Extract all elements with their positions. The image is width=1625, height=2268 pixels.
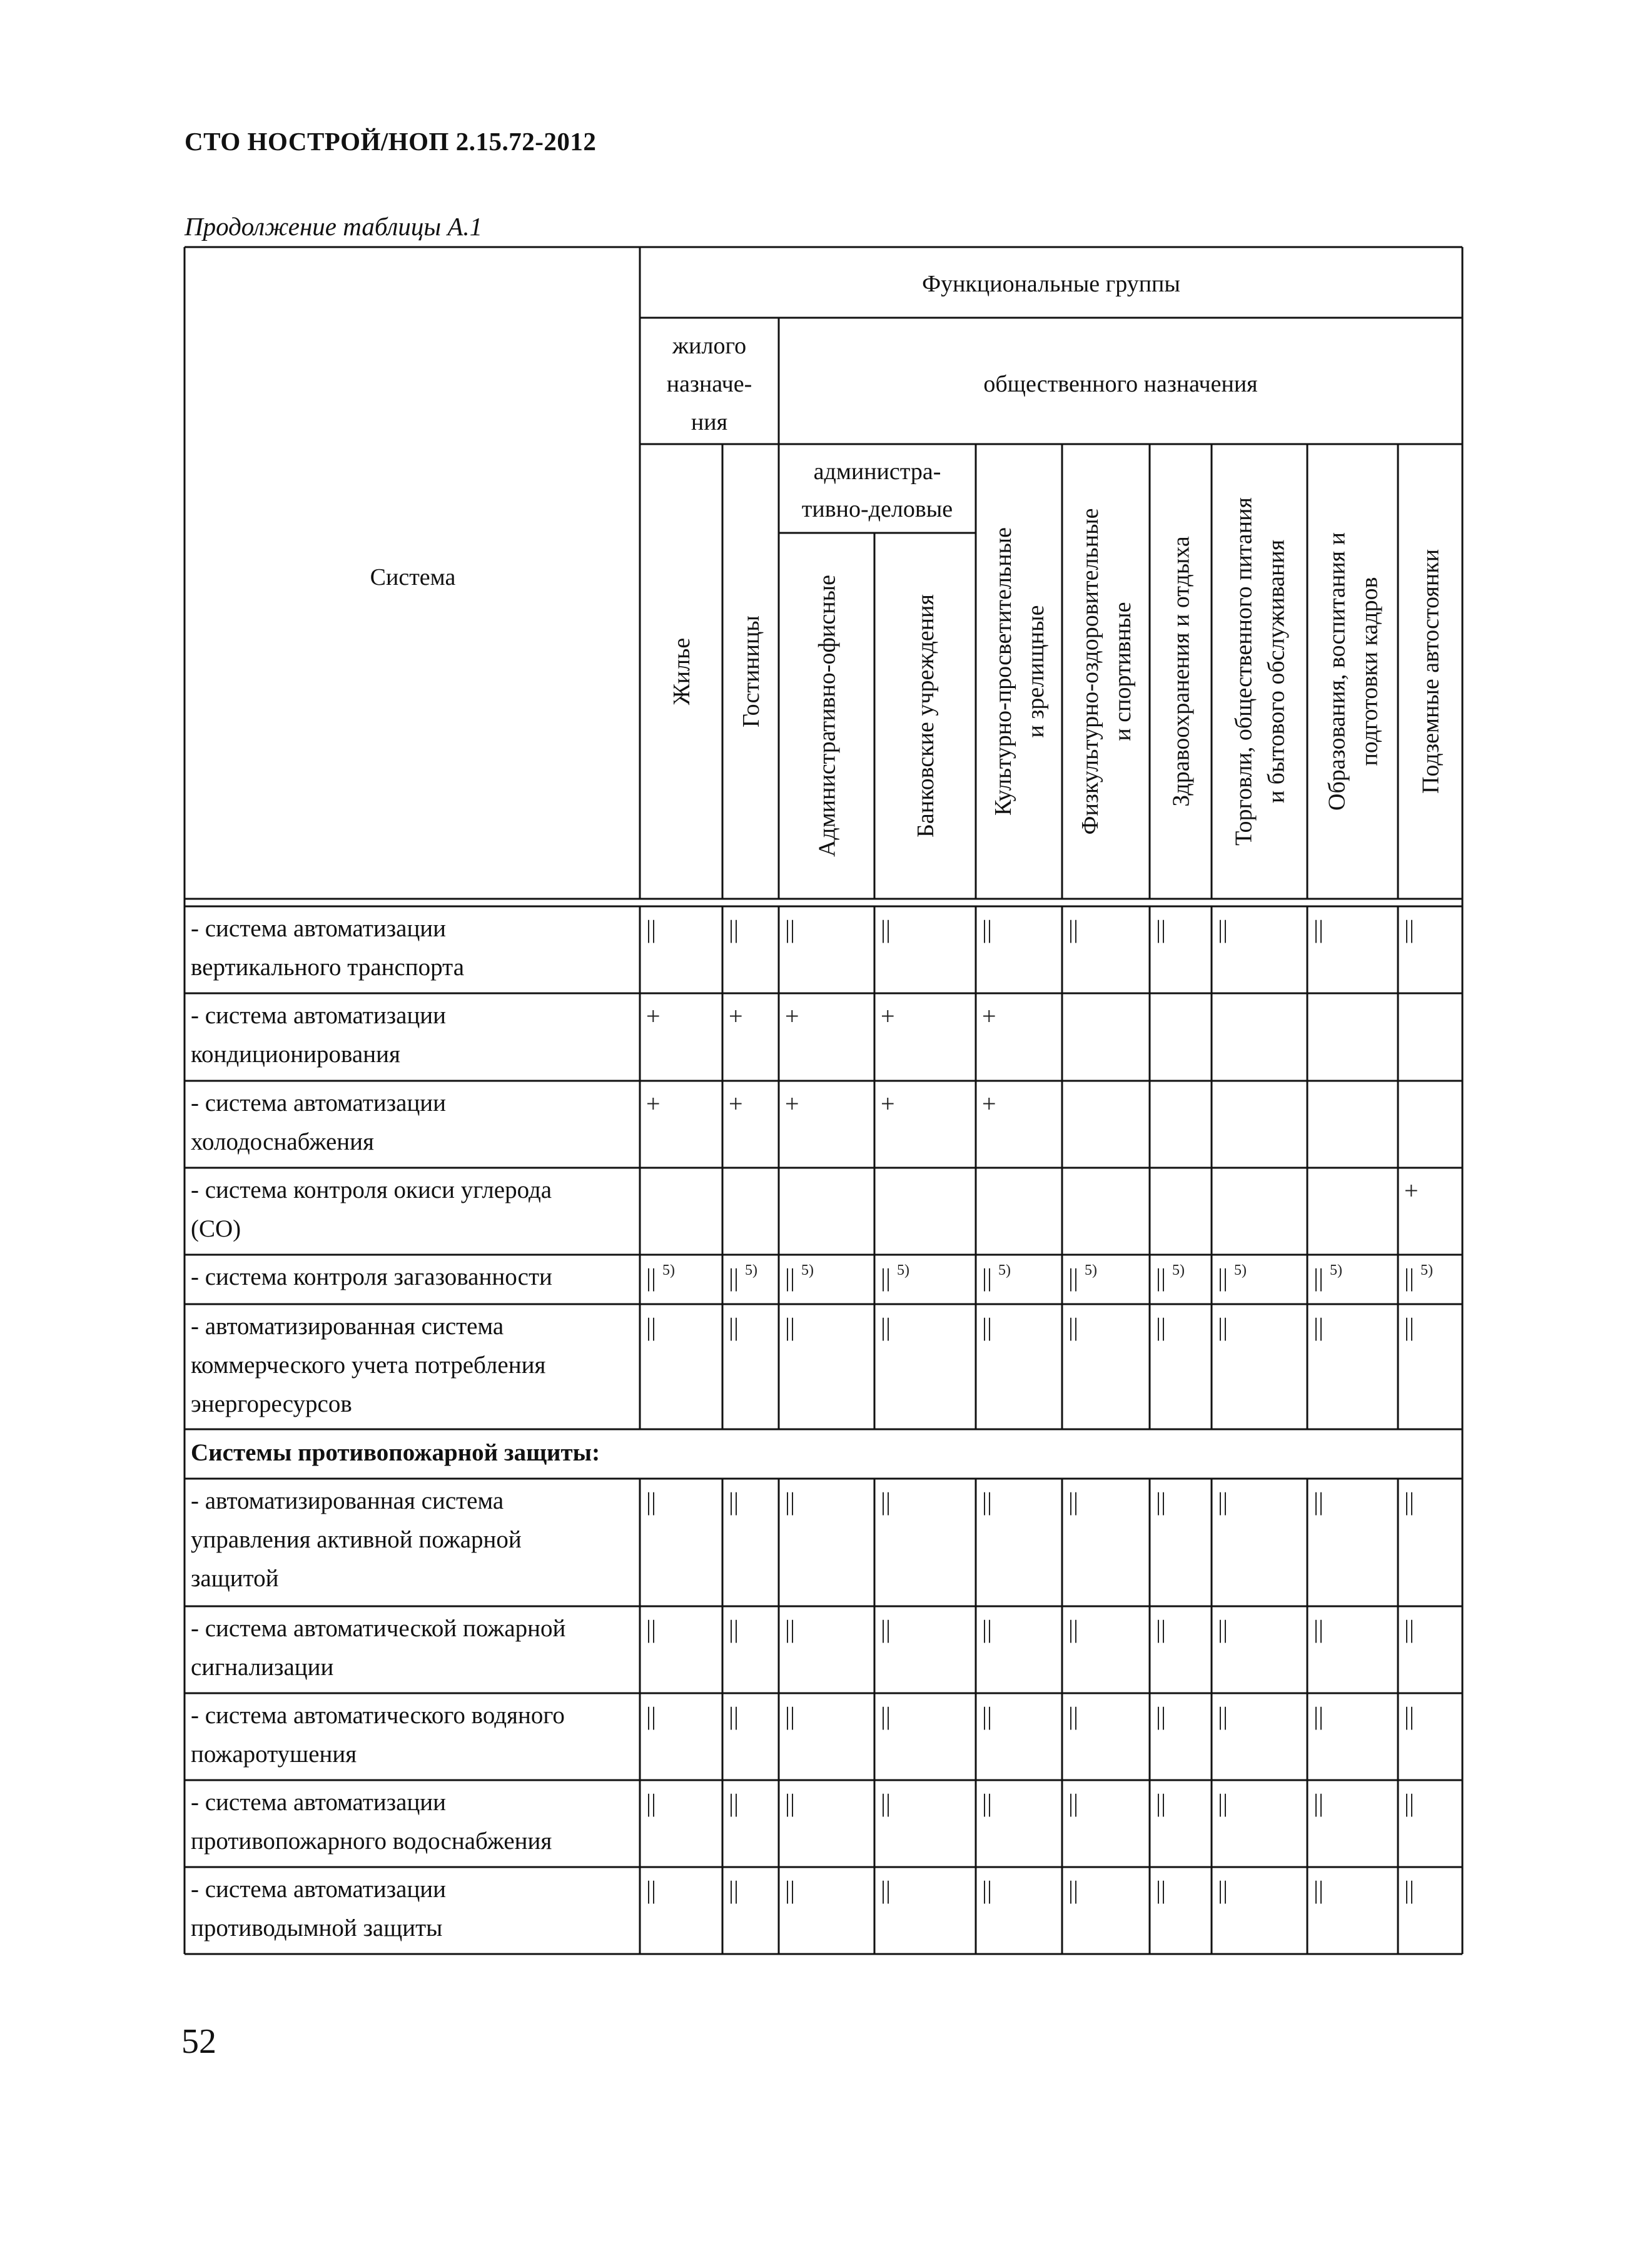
double-bar-mark: ||	[982, 915, 993, 943]
row-label-line: - система автоматизации	[191, 1002, 447, 1029]
double-bar-mark: ||	[982, 1263, 993, 1292]
footnote-mark: 5)	[662, 1262, 675, 1278]
double-bar-mark: ||	[1068, 915, 1079, 943]
double-bar-mark: ||	[1068, 1313, 1079, 1341]
plus-mark: +	[646, 1090, 661, 1118]
footnote-mark: 5)	[1420, 1262, 1433, 1278]
footnote-mark: 5)	[1085, 1262, 1097, 1278]
public-group-label: общественного назначения	[983, 371, 1258, 397]
double-bar-mark: ||	[1314, 1487, 1324, 1516]
double-bar-mark: ||	[1314, 1263, 1324, 1292]
footnote-mark: 5)	[801, 1262, 814, 1278]
double-bar-mark: ||	[1068, 1263, 1079, 1292]
double-bar-mark: ||	[1218, 1789, 1228, 1817]
double-bar-mark: ||	[1404, 1615, 1415, 1643]
double-bar-mark: ||	[729, 915, 739, 943]
double-bar-mark: ||	[1156, 915, 1167, 943]
plus-mark: +	[881, 1002, 895, 1030]
column-header-8	[1231, 497, 1290, 846]
row-label-line: - система автоматического водяного	[191, 1702, 565, 1729]
double-bar-mark: ||	[646, 1313, 657, 1341]
column-header-line: и спортивные	[1110, 602, 1136, 741]
admin-group-label: тивно-деловые	[801, 496, 953, 522]
double-bar-mark: ||	[785, 1702, 796, 1730]
double-bar-mark: ||	[881, 1876, 891, 1904]
column-header-6	[1077, 509, 1136, 835]
double-bar-mark: ||	[1156, 1313, 1167, 1341]
double-bar-mark: ||	[1156, 1702, 1167, 1730]
double-bar-mark: ||	[785, 915, 796, 943]
row-label-line: - система контроля окиси углерода	[191, 1177, 552, 1203]
double-bar-mark: ||	[646, 1263, 657, 1292]
row-label-line: - система контроля загазованности	[191, 1263, 552, 1290]
double-bar-mark: ||	[1068, 1876, 1079, 1904]
column-header-7	[1168, 536, 1195, 807]
double-bar-mark: ||	[1218, 1313, 1228, 1341]
double-bar-mark: ||	[1218, 1876, 1228, 1904]
row-label-line: - система автоматической пожарной	[191, 1615, 566, 1642]
column-header-line: и зрелищные	[1023, 605, 1049, 738]
double-bar-mark: ||	[785, 1789, 796, 1817]
double-bar-mark: ||	[646, 1789, 657, 1817]
double-bar-mark: ||	[1314, 915, 1324, 943]
footnote-mark: 5)	[745, 1262, 757, 1278]
plus-mark: +	[982, 1090, 996, 1118]
row-label-line: управления активной пожарной	[191, 1526, 522, 1553]
double-bar-mark: ||	[729, 1876, 739, 1904]
functional-groups-header: Функциональные группы	[922, 271, 1180, 297]
double-bar-mark: ||	[1314, 1789, 1324, 1817]
row-label-line: противодымной защиты	[191, 1915, 443, 1941]
double-bar-mark: ||	[881, 915, 891, 943]
plus-mark: +	[729, 1002, 743, 1030]
double-bar-mark: ||	[1314, 1876, 1324, 1904]
row-label-line: - система автоматизации	[191, 915, 447, 942]
section-heading-fire-protection: Системы противопожарной защиты:	[191, 1439, 600, 1466]
double-bar-mark: ||	[881, 1487, 891, 1516]
double-bar-mark: ||	[982, 1876, 993, 1904]
footnote-mark: 5)	[1330, 1262, 1342, 1278]
double-bar-mark: ||	[1068, 1789, 1079, 1817]
row-label-line: (CO)	[191, 1215, 241, 1242]
double-bar-mark: ||	[1218, 915, 1228, 943]
double-bar-mark: ||	[982, 1702, 993, 1730]
column-header-line: Административно-офисные	[814, 574, 841, 858]
column-header-line: Торговли, общественного питания	[1230, 497, 1257, 846]
double-bar-mark: ||	[982, 1487, 993, 1516]
row-label-line: кондиционирования	[191, 1041, 400, 1068]
double-bar-mark: ||	[1218, 1702, 1228, 1730]
column-header-line: Подземные автостоянки	[1417, 549, 1444, 794]
column-header-10	[1418, 549, 1444, 794]
column-header-3	[814, 575, 841, 857]
column-header-5	[990, 527, 1049, 816]
row-label-line: холодоснабжения	[191, 1128, 374, 1155]
double-bar-mark: ||	[1404, 1876, 1415, 1904]
double-bar-mark: ||	[1156, 1615, 1167, 1643]
plus-mark: +	[982, 1002, 996, 1030]
row-label-line: энергоресурсов	[191, 1390, 352, 1417]
double-bar-mark: ||	[646, 1702, 657, 1730]
double-bar-mark: ||	[785, 1876, 796, 1904]
column-header-line: и бытового обслуживания	[1263, 539, 1290, 804]
double-bar-mark: ||	[1156, 1789, 1167, 1817]
plus-mark: +	[785, 1090, 799, 1118]
admin-group-label: администра-	[813, 458, 941, 485]
column-header-line: Жилье	[669, 637, 695, 706]
residential-group-label: жилого	[672, 333, 747, 359]
footnote-mark: 5)	[1234, 1262, 1247, 1278]
double-bar-mark: ||	[646, 1487, 657, 1516]
double-bar-mark: ||	[1314, 1615, 1324, 1643]
double-bar-mark: ||	[1404, 1487, 1415, 1516]
plus-mark: +	[881, 1090, 895, 1118]
double-bar-mark: ||	[1156, 1876, 1167, 1904]
double-bar-mark: ||	[1218, 1263, 1228, 1292]
row-label-line: - автоматизированная система	[191, 1487, 504, 1514]
plus-mark: +	[785, 1002, 799, 1030]
row-label-line: - система автоматизации	[191, 1876, 447, 1903]
system-column-header: Система	[370, 564, 456, 590]
double-bar-mark: ||	[785, 1313, 796, 1341]
table-caption: Продолжение таблицы А.1	[185, 212, 483, 241]
row-label-line: защитой	[191, 1565, 279, 1592]
double-bar-mark: ||	[729, 1615, 739, 1643]
double-bar-mark: ||	[1404, 1789, 1415, 1817]
footnote-mark: 5)	[1172, 1262, 1185, 1278]
double-bar-mark: ||	[1404, 1702, 1415, 1730]
double-bar-mark: ||	[1068, 1702, 1079, 1730]
double-bar-mark: ||	[881, 1313, 891, 1341]
column-header-line: подготовки кадров	[1356, 577, 1383, 766]
column-header-4	[913, 594, 939, 838]
double-bar-mark: ||	[1314, 1702, 1324, 1730]
double-bar-mark: ||	[1068, 1487, 1079, 1516]
double-bar-mark: ||	[729, 1263, 739, 1292]
double-bar-mark: ||	[1156, 1263, 1167, 1292]
row-label-line: противопожарного водоснабжения	[191, 1828, 552, 1855]
double-bar-mark: ||	[646, 1615, 657, 1643]
column-header-9	[1324, 532, 1383, 811]
column-header-line: Культурно-просветительные	[990, 527, 1016, 816]
double-bar-mark: ||	[785, 1615, 796, 1643]
double-bar-mark: ||	[729, 1702, 739, 1730]
plus-mark: +	[646, 1002, 661, 1030]
double-bar-mark: ||	[881, 1702, 891, 1730]
double-bar-mark: ||	[881, 1263, 891, 1292]
double-bar-mark: ||	[729, 1789, 739, 1817]
double-bar-mark: ||	[1156, 1487, 1167, 1516]
double-bar-mark: ||	[785, 1263, 796, 1292]
double-bar-mark: ||	[881, 1789, 891, 1817]
double-bar-mark: ||	[1404, 915, 1415, 943]
footnote-mark: 5)	[897, 1262, 909, 1278]
double-bar-mark: ||	[1218, 1615, 1228, 1643]
double-bar-mark: ||	[982, 1615, 993, 1643]
column-header-line: Гостиницы	[738, 615, 764, 727]
double-bar-mark: ||	[982, 1313, 993, 1341]
double-bar-mark: ||	[1068, 1615, 1079, 1643]
column-header-line: Здравоохранения и отдыха	[1168, 536, 1195, 807]
row-label-line: коммерческого учета потребления	[191, 1352, 546, 1379]
plus-mark: +	[1404, 1177, 1419, 1205]
residential-group-label: ния	[691, 409, 728, 435]
column-header-line: Образования, воспитания и	[1324, 532, 1350, 811]
double-bar-mark: ||	[881, 1615, 891, 1643]
residential-group-label: назначе-	[666, 371, 752, 397]
plus-mark: +	[729, 1090, 743, 1118]
double-bar-mark: ||	[1404, 1313, 1415, 1341]
row-label-line: сигнализации	[191, 1654, 334, 1681]
double-bar-mark: ||	[729, 1487, 739, 1516]
double-bar-mark: ||	[1404, 1263, 1415, 1292]
page-number: 52	[181, 2022, 216, 2061]
column-header-2	[738, 615, 764, 727]
double-bar-mark: ||	[1218, 1487, 1228, 1516]
column-header-line: Физкультурно-оздоровительные	[1077, 508, 1103, 835]
double-bar-mark: ||	[729, 1313, 739, 1341]
double-bar-mark: ||	[646, 1876, 657, 1904]
footnote-mark: 5)	[998, 1262, 1011, 1278]
row-label-line: - система автоматизации	[191, 1090, 447, 1116]
double-bar-mark: ||	[1314, 1313, 1324, 1341]
double-bar-mark: ||	[982, 1789, 993, 1817]
document-header: СТО НОСТРОЙ/НОП 2.15.72-2012	[185, 127, 597, 156]
row-label-line: - система автоматизации	[191, 1789, 447, 1816]
double-bar-mark: ||	[646, 915, 657, 943]
row-label-line: вертикального транспорта	[191, 954, 464, 981]
row-label-line: пожаротушения	[191, 1741, 357, 1768]
column-header-line: Банковские учреждения	[913, 594, 939, 838]
double-bar-mark: ||	[785, 1487, 796, 1516]
row-label-line: - автоматизированная система	[191, 1313, 504, 1340]
column-header-1	[669, 638, 695, 706]
